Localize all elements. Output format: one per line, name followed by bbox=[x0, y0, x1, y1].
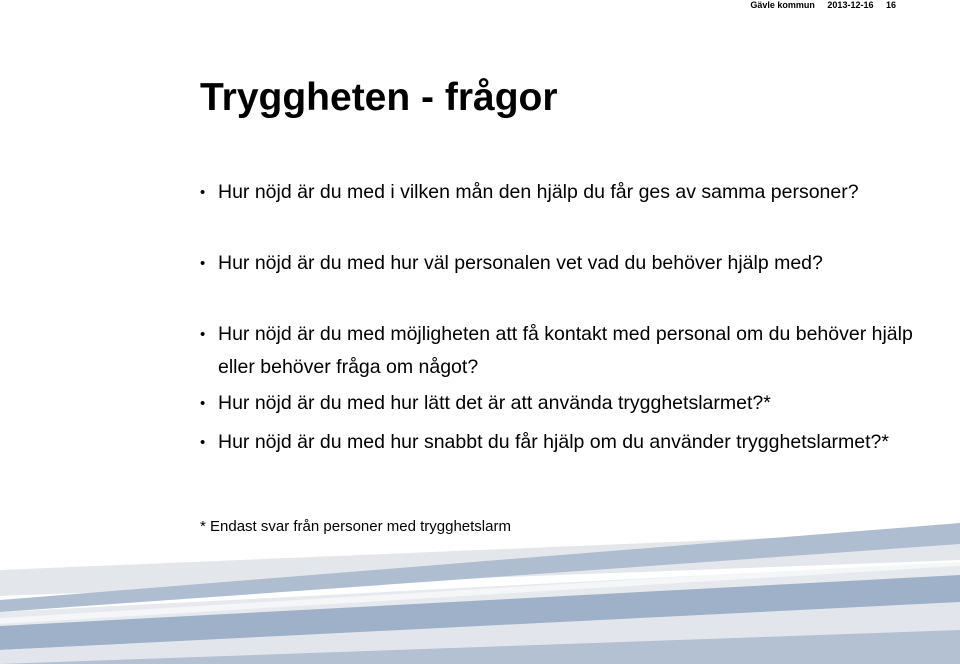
list-item bbox=[200, 176, 918, 242]
bullet-icon: • bbox=[200, 395, 206, 412]
list-item bbox=[200, 318, 918, 382]
bullet-icon: • bbox=[200, 255, 206, 272]
list-item-text: Hur nöjd är du med i vilken mån den hjälp du får ges av samma personer? bbox=[218, 181, 859, 203]
slide-header bbox=[740, 0, 896, 12]
list-item-text: Hur nöjd är du med hur väl personalen vet vad du behöver hjälp med? bbox=[218, 252, 823, 274]
footnote: * Endast svar från personer med trygghetslarm bbox=[200, 518, 511, 535]
list-item-text: Hur nöjd är du med möjligheten att få kontakt med personal om du behöver hjälp eller behöver fråga om något? bbox=[218, 323, 913, 378]
list-item-text: Hur nöjd är du med hur snabbt du får hjälp om du använder trygghetslarmet?* bbox=[218, 431, 889, 453]
slide-title: Tryggheten - frågor bbox=[200, 76, 558, 119]
header-date: 2013-12-16 bbox=[827, 0, 874, 10]
header-org: Gävle kommun bbox=[750, 0, 815, 10]
question-list bbox=[200, 176, 918, 497]
list-item bbox=[200, 247, 918, 313]
list-item bbox=[200, 426, 918, 492]
bullet-icon: • bbox=[200, 434, 206, 451]
header-page-number: 16 bbox=[885, 0, 896, 10]
bullet-icon: • bbox=[200, 326, 206, 343]
list-item-text: Hur nöjd är du med hur lätt det är att använda trygghetslarmet?* bbox=[218, 392, 771, 414]
list-item bbox=[200, 387, 918, 421]
bullet-icon: • bbox=[200, 184, 206, 201]
